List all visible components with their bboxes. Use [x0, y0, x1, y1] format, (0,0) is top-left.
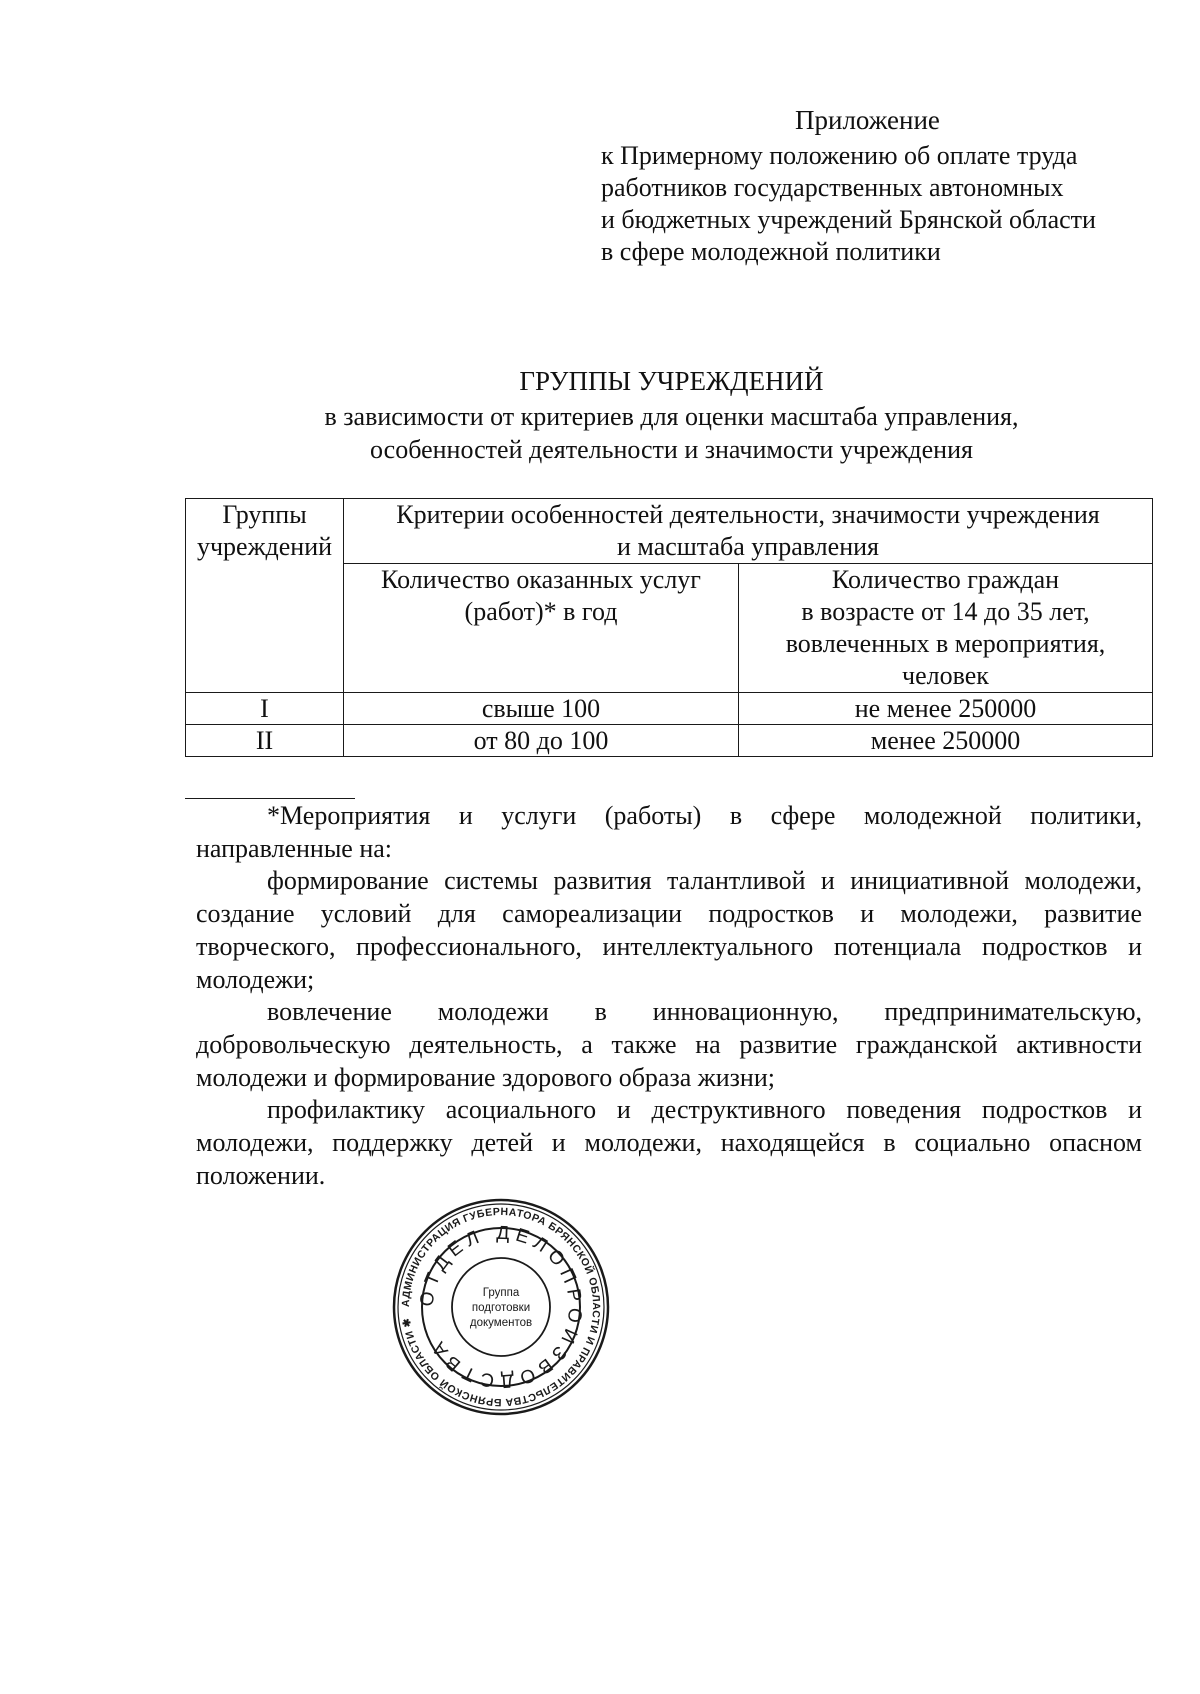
table-row: [186, 693, 1153, 725]
appendix-line: и бюджетных учреждений Брянской области: [601, 205, 1096, 234]
appendix-title: Приложение: [795, 105, 940, 135]
group-cell: II: [186, 725, 344, 757]
group-cell: I: [186, 693, 344, 725]
citizens-cell: не менее 250000: [739, 693, 1153, 725]
subtitle-line: в зависимости от критериев для оценки масштаба управления,: [324, 402, 1019, 431]
appendix-line: в сфере молодежной политики: [601, 237, 941, 266]
criteria-header-cell: [344, 499, 1153, 564]
footnote-paragraph: формирование системы развития талантливой и инициативной молодежи, создание условий для самореализации подростков и молодежи, развитие творческого, профессионального, интеллектуального потенциала подростков и молодежи;: [196, 866, 1142, 994]
official-stamp: [390, 1196, 612, 1418]
header-line: Количество оказанных услуг: [381, 565, 701, 594]
header-line: и масштаба управления: [617, 532, 879, 561]
services-cell: от 80 до 100: [344, 725, 739, 757]
stamp-center-line: документов: [469, 1317, 533, 1329]
stamp-inner-text: ОТДЕЛ ДЕЛОПРОИЗВОДСТВА: [416, 1222, 586, 1392]
stamp-center-line: подготовки: [471, 1302, 531, 1314]
document-title: ГРУППЫ УЧРЕЖДЕНИЙ: [519, 366, 824, 396]
stamp-seal: [390, 1196, 612, 1418]
footnote-paragraph: вовлечение молодежи в инновационную, предпринимательскую, добровольческую деятельность, а также на развитие гражданской активности молодежи и формирование здорового образа жизни;: [196, 997, 1142, 1092]
header-line: человек: [902, 661, 989, 690]
citizens-header-cell: [739, 564, 1153, 693]
header-line: в возрасте от 14 до 35 лет,: [801, 597, 1090, 626]
header-line: учреждений: [196, 532, 333, 561]
footnote-paragraph: *Мероприятия и услуги (работы) в сфере молодежной политики, направленные на:: [196, 801, 1142, 863]
services-header-cell: [344, 564, 739, 693]
services-cell: свыше 100: [344, 693, 739, 725]
header-line: Количество граждан: [831, 565, 1060, 594]
appendix-description: [601, 140, 1096, 268]
stamp-outer-text: АДМИНИСТРАЦИЯ ГУБЕРНАТОРА БРЯНСКОЙ ОБЛАСТИ И ПРАВИТЕЛЬСТВА БРЯНСКОЙ ОБЛАСТИ ✱: [399, 1205, 603, 1409]
appendix-line: к Примерному положению об оплате труда: [601, 141, 1078, 170]
groups-table: [185, 498, 1153, 757]
footnote-paragraph: профилактику асоциального и деструктивного поведения подростков и молодежи, поддержку детей и молодежи, находящейся в социально опасном положении.: [196, 1095, 1142, 1190]
footnote-separator: [185, 798, 355, 799]
header-line: (работ)* в год: [464, 597, 618, 626]
header-line: Группы: [222, 500, 307, 529]
header-line: Критерии особенностей деятельности, значимости учреждения: [396, 500, 1100, 529]
stamp-center-line: Группа: [482, 1287, 520, 1299]
citizens-cell: менее 250000: [739, 725, 1153, 757]
header-line: вовлеченных в мероприятия,: [785, 629, 1106, 658]
table-row: [186, 725, 1153, 757]
appendix-line: работников государственных автономных: [601, 173, 1064, 202]
table-header-row: [186, 499, 1153, 564]
group-header-cell: [186, 499, 344, 693]
subtitle-line: особенностей деятельности и значимости учреждения: [370, 435, 973, 464]
document-subtitle: [0, 400, 1200, 466]
footnote: [196, 800, 1142, 1192]
